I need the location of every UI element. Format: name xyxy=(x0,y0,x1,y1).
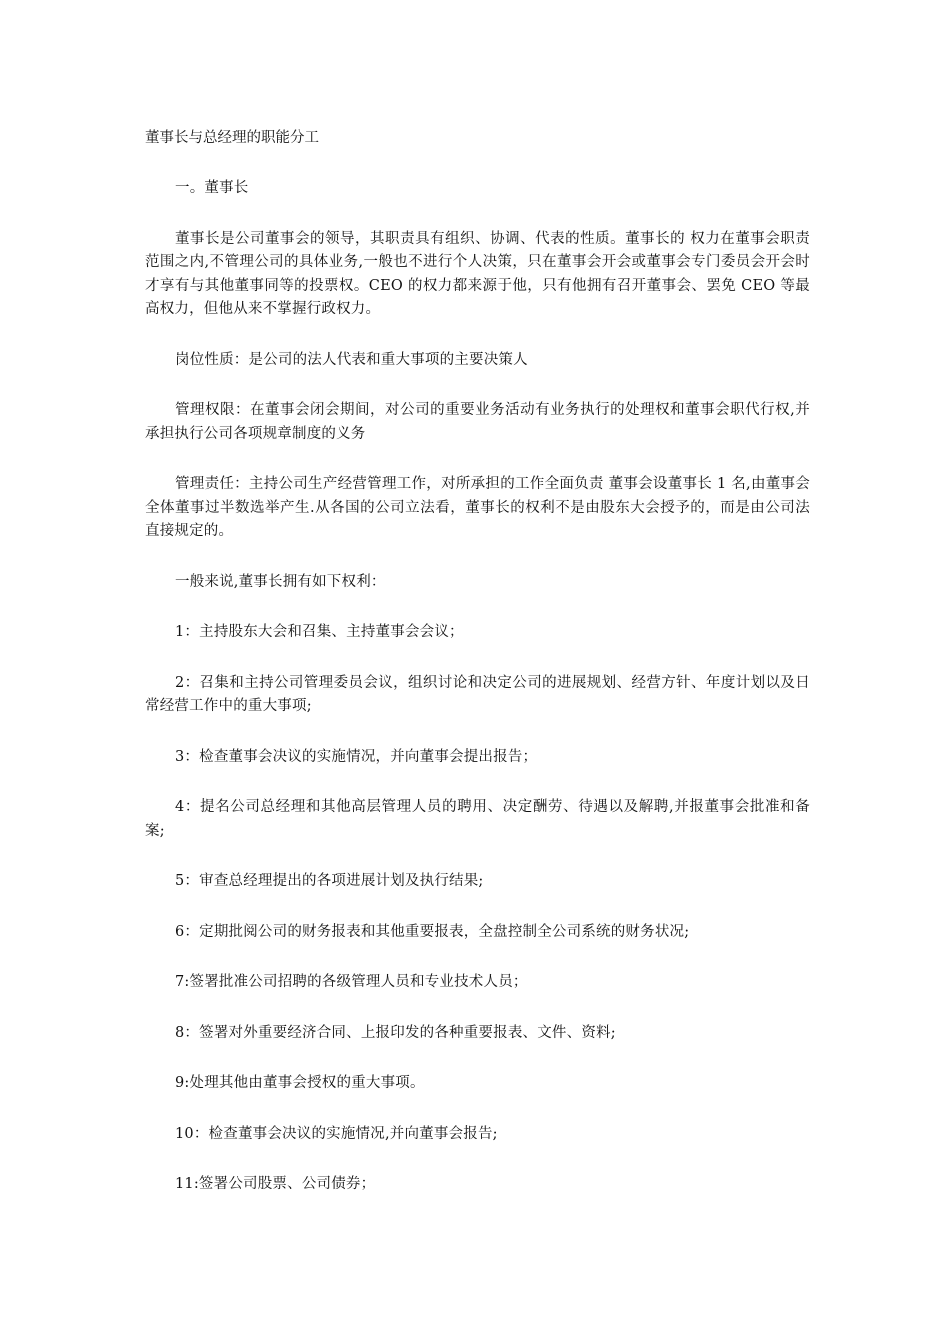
list-item: 11:签署公司股票、公司债券； xyxy=(175,1176,376,1192)
document-title: 董事长与总经理的职能分工 xyxy=(145,130,319,146)
paragraph-chairman-intro: 董事长是公司董事会的领导，其职责具有组织、协调、代表的性质。董事长的 权力在董事会职责范围之内,不管理公司的具体业务,一般也不进行个人决策，只在董事会开会或董事会专门委员会开会时才享有与其他董事同等的投票权。CEO 的权力都来源于他，只有他拥有召开董事会、罢免 CEO 等最高权力，但他从来不掌握行政权力。 xyxy=(145,230,810,317)
list-item: 4：提名公司总经理和其他高层管理人员的聘用、决定酬劳、待遇以及解聘,并报董事会批准和备案; xyxy=(145,799,810,839)
list-item: 2：召集和主持公司管理委员会议，组织讨论和决定公司的进展规划、经营方针、年度计划以及日常经营工作中的重大事项; xyxy=(145,674,810,714)
list-item: 3：检查董事会决议的实施情况，并向董事会提出报告； xyxy=(175,748,538,765)
paragraph-management-authority: 管理权限：在董事会闭会期间，对公司的重要业务活动有业务执行的处理权和董事会职代行权,并承担执行公司各项规章制度的义务 xyxy=(145,402,810,442)
paragraph-management-responsibility: 管理责任：主持公司生产经营管理工作，对所承担的工作全面负责 董事会设董事长 1 名,由董事会全体董事过半数选举产生.从各国的公司立法看，董事长的权利不是由股东大会授予的，而是由公司法直接规定的。 xyxy=(145,476,810,539)
list-item: 5：审查总经理提出的各项进展计划及执行结果; xyxy=(175,873,484,889)
document-body xyxy=(145,127,810,1197)
list-item: 6：定期批阅公司的财务报表和其他重要报表，全盘控制全公司系统的财务状况; xyxy=(175,923,690,940)
list-item: 8：签署对外重要经济合同、上报印发的各种重要报表、文件、资料; xyxy=(175,1024,616,1041)
section-heading: 一。董事长 xyxy=(175,180,249,196)
list-item: 7:签署批准公司招聘的各级管理人员和专业技术人员； xyxy=(175,974,528,990)
paragraph-position-nature: 岗位性质：是公司的法人代表和重大事项的主要决策人 xyxy=(175,351,528,368)
list-item: 9:处理其他由董事会授权的重大事项。 xyxy=(175,1075,425,1091)
list-item: 10：检查董事会决议的实施情况,并向董事会报告; xyxy=(175,1125,498,1142)
list-item: 1：主持股东大会和召集、主持董事会会议； xyxy=(175,624,464,640)
paragraph-rights-intro: 一般来说,董事长拥有如下权利： xyxy=(175,573,386,590)
